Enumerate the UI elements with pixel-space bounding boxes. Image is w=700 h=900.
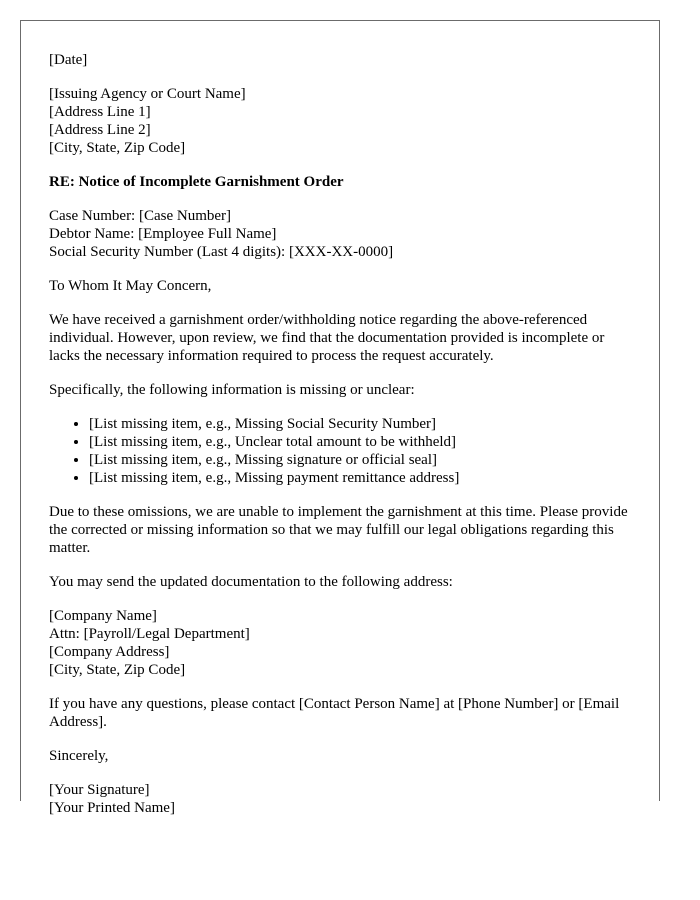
list-item: • [List missing item, e.g., Missing payment remittance address] <box>89 469 634 487</box>
case-number: Case Number: [Case Number] <box>49 208 232 224</box>
paragraph-missing-intro: Specifically, the following information is missing or unclear: <box>49 382 415 398</box>
company-address: [Company Address] <box>49 644 170 660</box>
recipient-city-state-zip: [City, State, Zip Code] <box>49 140 186 156</box>
subject-text: RE: Notice of Incomplete Garnishment Order <box>49 174 344 190</box>
paragraph-received-notice: We have received a garnishment order/withholding notice regarding the above-referenced individual. However, upon review, we find that the documentation provided is incomplete or lacks the necessary information required to process the request accurately. <box>49 312 605 364</box>
subject-line <box>49 173 634 191</box>
company-name: [Company Name] <box>49 608 157 624</box>
recipient-address-line-1: [Address Line 1] <box>49 104 151 120</box>
paragraph-send-to: You may send the updated documentation to the following address: <box>49 574 453 590</box>
signature: [Your Signature] <box>49 782 150 798</box>
ssn-last-four: Social Security Number (Last 4 digits): [XXX-XX-0000] <box>49 244 394 260</box>
list-item: • [List missing item, e.g., Unclear total amount to be withheld] <box>89 433 634 451</box>
signature-block <box>49 781 634 817</box>
letter-page <box>20 20 660 816</box>
list-item: • [List missing item, e.g., Missing signature or official seal] <box>89 451 634 469</box>
date-text: [Date] <box>49 52 88 68</box>
date <box>49 51 634 69</box>
closing: Sincerely, <box>49 748 109 764</box>
paragraph-contact: If you have any questions, please contact [Contact Person Name] at [Phone Number] or [Email Address]. <box>49 696 620 730</box>
debtor-name: Debtor Name: [Employee Full Name] <box>49 226 277 242</box>
letter-body <box>49 51 634 833</box>
missing-items-list <box>49 415 634 487</box>
recipient-name: [Issuing Agency or Court Name] <box>49 86 246 102</box>
recipient-address <box>49 85 634 157</box>
reference-details <box>49 207 634 261</box>
list-item: • [List missing item, e.g., Missing Social Security Number] <box>89 415 634 433</box>
printed-name: [Your Printed Name] <box>49 800 175 816</box>
company-city-state-zip: [City, State, Zip Code] <box>49 662 186 678</box>
salutation: To Whom It May Concern, <box>49 278 212 294</box>
attn-department: Attn: [Payroll/Legal Department] <box>49 626 250 642</box>
recipient-address-line-2: [Address Line 2] <box>49 122 151 138</box>
return-address <box>49 607 634 679</box>
paragraph-omissions: Due to these omissions, we are unable to implement the garnishment at this time. Please provide the corrected or missing information so that we may fulfill our legal obligations regarding this matter. <box>49 504 628 556</box>
